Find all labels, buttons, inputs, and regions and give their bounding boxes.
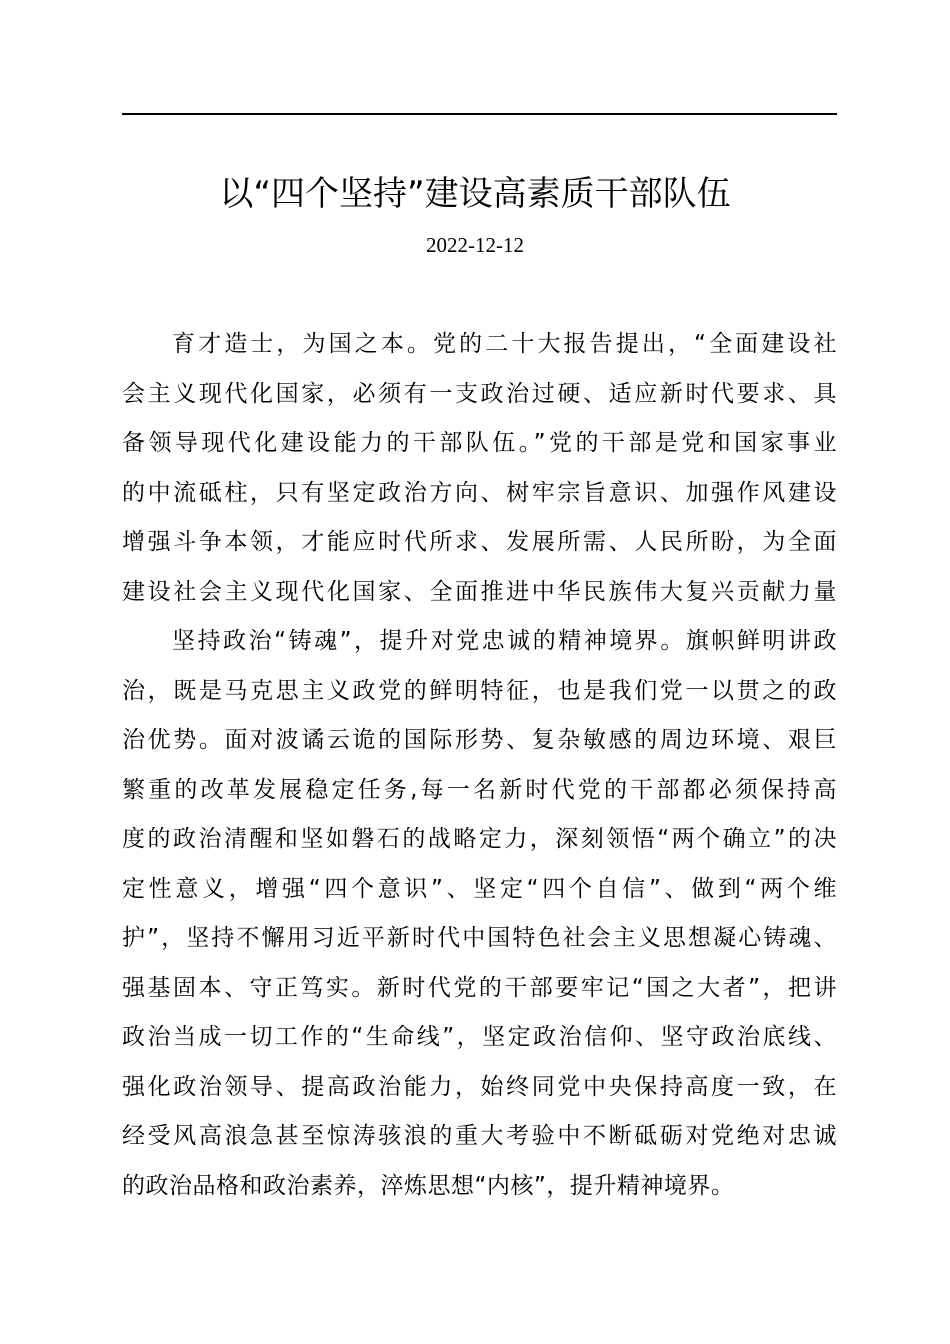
text-line: 的政治品格和政治素养，淬炼思想“内核”，提升精神境界。 (122, 1172, 735, 1199)
text-line: 强基固本、守正笃实。新时代党的干部要牢记“国之大者”，把讲 (122, 974, 837, 1001)
text-line: 会主义现代化国家，必须有一支政治过硬、适应新时代要求、具 (122, 380, 837, 407)
text-line: 护”，坚持不懈用习近平新时代中国特色社会主义思想凝心铸魂、 (122, 925, 837, 951)
text-line: 建设社会主义现代化国家、全面推进中华民族伟大复兴贡献力量 (122, 578, 837, 605)
text-line: 育才造士，为国之本。党的二十大报告提出，“全面建设社 (172, 331, 837, 357)
text-line: 治，既是马克思主义政党的鲜明特征，也是我们党一以贯之的政 (122, 677, 837, 704)
text-line: 强化政治领导、提高政治能力，始终同党中央保持高度一致，在 (122, 1073, 837, 1100)
text-line: 政治当成一切工作的“生命线”，坚定政治信仰、坚守政治底线、 (122, 1024, 837, 1050)
article-title: 以“四个坚持”建设高素质干部队伍 (219, 174, 731, 214)
header-rule (122, 113, 837, 115)
text-line: 治优势。面对波谲云诡的国际形势、复杂敏感的周边环境、艰巨 (122, 727, 837, 753)
text-line: 度的政治清醒和坚如磐石的战略定力，深刻领悟“两个确立”的决 (122, 826, 837, 852)
text-line: 定性意义，增强“四个意识”、坚定“四个自信”、做到“两个维 (122, 875, 837, 902)
text-line: 的中流砥柱，只有坚定政治方向、树牢宗旨意识、加强作风建设 (122, 479, 837, 506)
text-line: 坚持政治“铸魂”，提升对党忠诚的精神境界。旗帜鲜明讲政 (172, 628, 837, 654)
paragraph (122, 617, 837, 1211)
paragraph (122, 320, 837, 617)
text-line: 繁重的改革发展稳定任务,每一名新时代党的干部都必须保持高 (122, 776, 837, 803)
text-line: 备领导现代化建设能力的干部队伍。”党的干部是党和国家事业 (122, 430, 837, 456)
text-line: 经受风高浪急甚至惊涛骇浪的重大考验中不断砥砺对党绝对忠诚 (122, 1123, 837, 1149)
article-body (122, 320, 837, 1211)
text-line: 增强斗争本领，才能应时代所求、发展所需、人民所盼，为全面 (122, 529, 837, 555)
article-date: 2022-12-12 (426, 233, 524, 257)
